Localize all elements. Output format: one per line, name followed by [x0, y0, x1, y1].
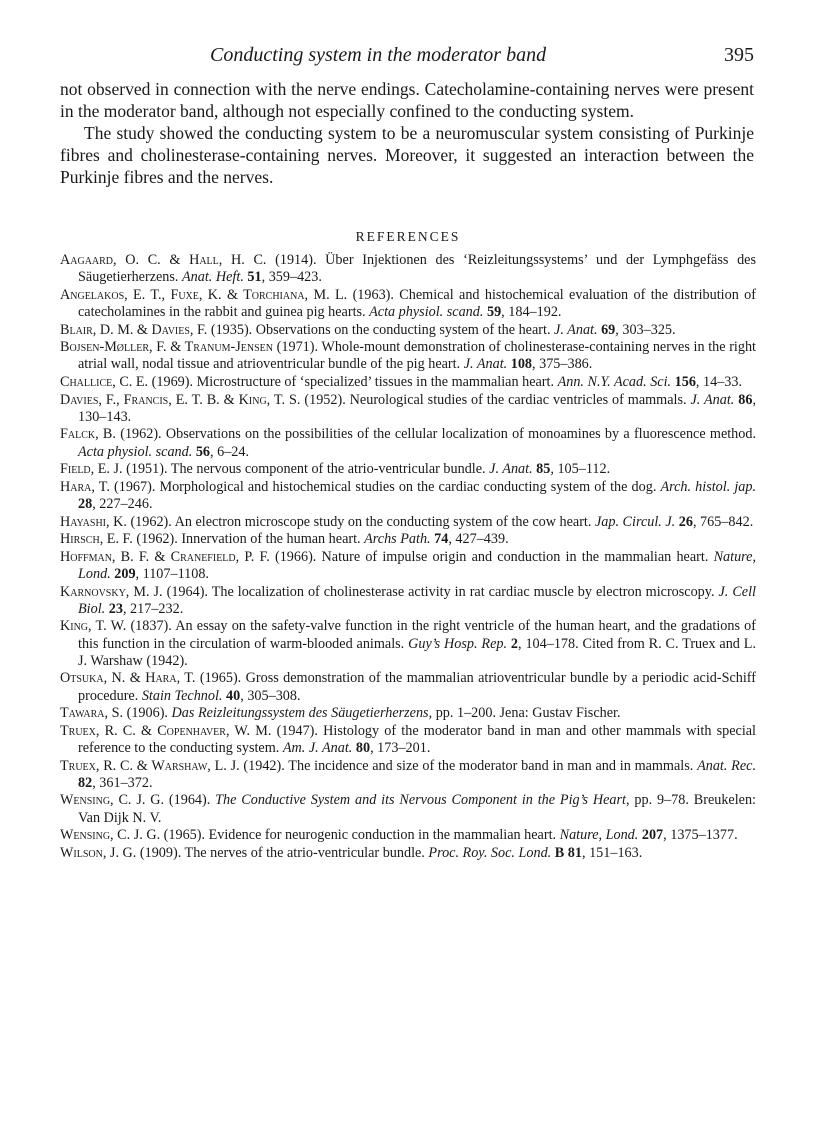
reference-authors: Challice, C. E. [60, 373, 149, 390]
reference-authors: Wensing, C. J. G. [60, 792, 165, 809]
body-text [60, 78, 754, 188]
reference-journal: J. Anat. [554, 321, 598, 338]
reference-text: (1837). An essay on the safety-valve function in the right ventricle of the human heart, and the gradations of this function in the circulation of warm-blooded animals. [78, 618, 756, 652]
reference-text: (1952). Neurological studies of the cardiac ventricles of mammals. [300, 391, 691, 408]
reference-authors: Field, E. J. [60, 461, 123, 478]
reference-volume: 51 [243, 269, 262, 286]
reference-item [60, 723, 756, 757]
reference-item [60, 426, 756, 460]
reference-authors: Truex, R. C. & Warshaw, L. J. [60, 757, 240, 774]
reference-pages: , 6–24. [210, 443, 250, 460]
reference-volume: 209 [110, 565, 136, 582]
reference-volume: 74 [430, 531, 449, 548]
reference-authors: Davies, F., Francis, E. T. B. & King, T. S. [60, 391, 301, 408]
reference-pages: , 305–308. [240, 687, 301, 704]
reference-journal: Guy’s Hosp. Rep. [408, 635, 508, 652]
reference-journal: Arch. histol. jap. [660, 478, 757, 495]
reference-pages: , 105–112. [550, 461, 611, 478]
reference-pages: , 427–439. [448, 531, 509, 548]
reference-volume: 80 [352, 739, 371, 756]
reference-authors: Hayashi, K. [60, 513, 127, 530]
reference-item [60, 514, 756, 531]
running-header [60, 44, 754, 74]
reference-journal: J. Anat. [690, 391, 735, 408]
reference-journal: Am. J. Anat. [282, 739, 353, 756]
reference-volume: 23 [105, 600, 123, 617]
reference-text: (1962). Innervation of the human heart. [132, 531, 365, 548]
reference-text: (1967). Morphological and histochemical studies on the cardiac conducting system of the dog. [109, 478, 661, 495]
reference-volume: 56 [192, 443, 211, 460]
paragraph-continuation: not observed in connection with the nerve endings. Catecholamine-containing nerves were present in the moderator band, although not especially confined to the conducting system. [60, 79, 754, 121]
reference-item [60, 252, 756, 286]
running-title: Conducting system in the moderator band [210, 44, 547, 66]
reference-item [60, 618, 756, 670]
page-number: 395 [724, 44, 754, 66]
reference-authors: Karnovsky, M. J. [60, 583, 163, 600]
reference-volume: 26 [675, 513, 693, 530]
reference-journal: J. Anat. [463, 356, 508, 373]
reference-pages: , 375–386. [532, 356, 593, 373]
reference-pages: , 765–842. [692, 513, 754, 530]
reference-pages: , 151–163. [581, 844, 643, 861]
reference-journal: Das Reizleitungssystem des Säugetierherzens [171, 705, 429, 722]
reference-journal: Acta physiol. scand. [369, 304, 484, 320]
paragraph-conclusion: The study showed the conducting system to be a neuromuscular system consisting of Purkinje fibres and cholinesterase-containing nerves. Moreover, it suggested an interaction between the Purkinje fibres and the nerves. [60, 123, 754, 187]
reference-text: (1971). Whole-mount demonstration of cholinesterase-containing nerves in the right atrial wall, nodal tissue and atrioventricular bundle of the pig heart. [78, 339, 756, 373]
reference-journal: Ann. N.Y. Acad. Sci. [557, 373, 672, 390]
reference-text: (1965). Gross demonstration of the mammalian atrioventricular bundle by a periodic acid-Schiff procedure. [78, 670, 756, 704]
reference-text: (1909). The nerves of the atrio-ventricular bundle. [136, 844, 429, 861]
reference-item [60, 584, 756, 618]
reference-authors: Hoffman, B. F. & Cranefield, P. F. [60, 548, 270, 565]
reference-item [60, 322, 756, 339]
reference-volume: 2 [507, 635, 519, 652]
reference-pages: , 173–201. [370, 739, 431, 756]
reference-authors: Bojsen-Møller, F. & Tranum-Jensen [60, 339, 273, 356]
reference-pages: , 130–143. [78, 391, 757, 425]
reference-journal: Archs Path. [364, 531, 431, 548]
reference-pages: , 227–246. [92, 495, 153, 512]
reference-journal: Acta physiol. scand. [78, 443, 193, 460]
reference-text: (1962). An electron microscope study on the conducting system of the cow heart. [126, 513, 595, 530]
reference-authors: Truex, R. C. & Copenhaver, W. M. [60, 722, 272, 739]
reference-pages: , 1107–1108. [135, 565, 209, 582]
references-heading: REFERENCES [355, 229, 461, 244]
reference-item [60, 461, 756, 478]
reference-pages: , 361–372. [92, 774, 153, 791]
reference-volume: B 81 [551, 844, 582, 861]
reference-text: (1969). Microstructure of ‘specialized’ tissues in the mammalian heart. [148, 373, 558, 390]
reference-authors: Tawara, S. [60, 705, 124, 722]
reference-text: (1964). The localization of cholinesterase activity in rat cardiac muscle by electron microscopy. [162, 583, 719, 600]
reference-volume: 82 [78, 774, 93, 791]
reference-pages: , 303–325. [615, 321, 676, 338]
reference-authors: Wilson, J. G. [60, 844, 137, 861]
reference-authors: Angelakos, E. T., Fuxe, K. & Torchiana, M. L. [60, 286, 348, 303]
reference-item [60, 792, 756, 826]
reference-text: (1964). [164, 792, 216, 809]
reference-item [60, 531, 756, 548]
reference-text: (1947). Histology of the moderator band in man and other mammals with special reference to the conducting system. [78, 722, 757, 756]
reference-journal: Stain Technol. [141, 687, 223, 704]
reference-text: (1906). [123, 705, 172, 722]
reference-text: (1962). Observations on the possibilities of the cellular localization of monoamines by a fluorescence method. [115, 426, 757, 443]
reference-authors: Otsuka, N. & Hara, T. [60, 670, 196, 687]
reference-journal: J. Cell Biol. [78, 583, 756, 617]
reference-authors: Hara, T. [60, 478, 110, 495]
reference-volume: 108 [507, 356, 533, 373]
reference-volume: 28 [78, 495, 93, 512]
reference-item [60, 287, 756, 321]
reference-authors: Hirsch, E. F. [60, 531, 133, 548]
reference-pages: , 104–178. Cited from R. C. Truex and L. J. Warshaw (1942). [78, 635, 756, 669]
reference-text: (1914). Über Injektionen des ‘Reizleitungssystems’ und der Lymphgefäss des Säugetierherzens. [78, 252, 756, 286]
reference-list [60, 252, 756, 862]
reference-journal: The Conductive System and its Nervous Component in the Pig’s Heart [215, 792, 626, 809]
reference-journal: Nature, Lond. [559, 827, 639, 844]
reference-authors: King, T. W. [60, 618, 127, 635]
reference-text: (1965). Evidence for neurogenic conduction in the mammalian heart. [160, 827, 560, 844]
reference-text: (1951). The nervous component of the atrio-ventricular bundle. [122, 461, 490, 478]
reference-pages: , 359–423. [261, 269, 322, 286]
reference-authors: Aagaard, O. C. & Hall, H. C. [60, 252, 267, 268]
reference-journal: Nature, Lond. [78, 548, 757, 582]
reference-text: (1963). Chemical and histochemical evaluation of the distribution of catecholamines in the rabbit and guinea pig hearts. [78, 286, 756, 320]
reference-pages: , pp. 1–200. Jena: Gustav Fischer. [428, 705, 621, 722]
reference-pages: , pp. 9–78. Breukelen: Van Dijk N. V. [78, 792, 757, 826]
reference-pages: , 14–33. [695, 373, 743, 390]
reference-pages: , 184–192. [501, 304, 562, 320]
reference-volume: 156 [671, 373, 696, 390]
reference-journal: Proc. Roy. Soc. Lond. [428, 844, 552, 861]
reference-item [60, 845, 756, 862]
reference-item [60, 479, 756, 513]
reference-item [60, 339, 756, 373]
reference-journal: J. Anat. [489, 461, 533, 478]
reference-pages: , 217–232. [122, 600, 184, 617]
reference-item [60, 392, 756, 426]
reference-item [60, 705, 756, 722]
reference-journal: Anat. Heft. [182, 269, 244, 286]
reference-item [60, 670, 756, 704]
reference-text: (1966). Nature of impulse origin and conduction in the mammalian heart. [269, 548, 714, 565]
reference-volume: 40 [222, 687, 241, 704]
reference-pages: , 1375–1377. [663, 827, 738, 844]
reference-journal: Anat. Rec. [697, 757, 756, 774]
reference-volume: 207 [638, 827, 664, 844]
reference-volume: 85 [532, 461, 551, 478]
reference-volume: 86 [734, 391, 753, 408]
reference-journal: Jap. Circul. J. [594, 513, 676, 530]
reference-volume: 59 [483, 304, 502, 320]
reference-item [60, 374, 756, 391]
reference-text: (1942). The incidence and size of the moderator band in man and in mammals. [239, 757, 698, 774]
reference-item [60, 549, 756, 583]
reference-authors: Falck, B. [60, 426, 116, 443]
reference-authors: Blair, D. M. & Davies, F. [60, 321, 208, 338]
reference-text: (1935). Observations on the conducting system of the heart. [207, 321, 555, 338]
reference-item [60, 827, 756, 844]
reference-authors: Wensing, C. J. G. [60, 827, 161, 844]
reference-item [60, 758, 756, 792]
reference-volume: 69 [597, 321, 616, 338]
